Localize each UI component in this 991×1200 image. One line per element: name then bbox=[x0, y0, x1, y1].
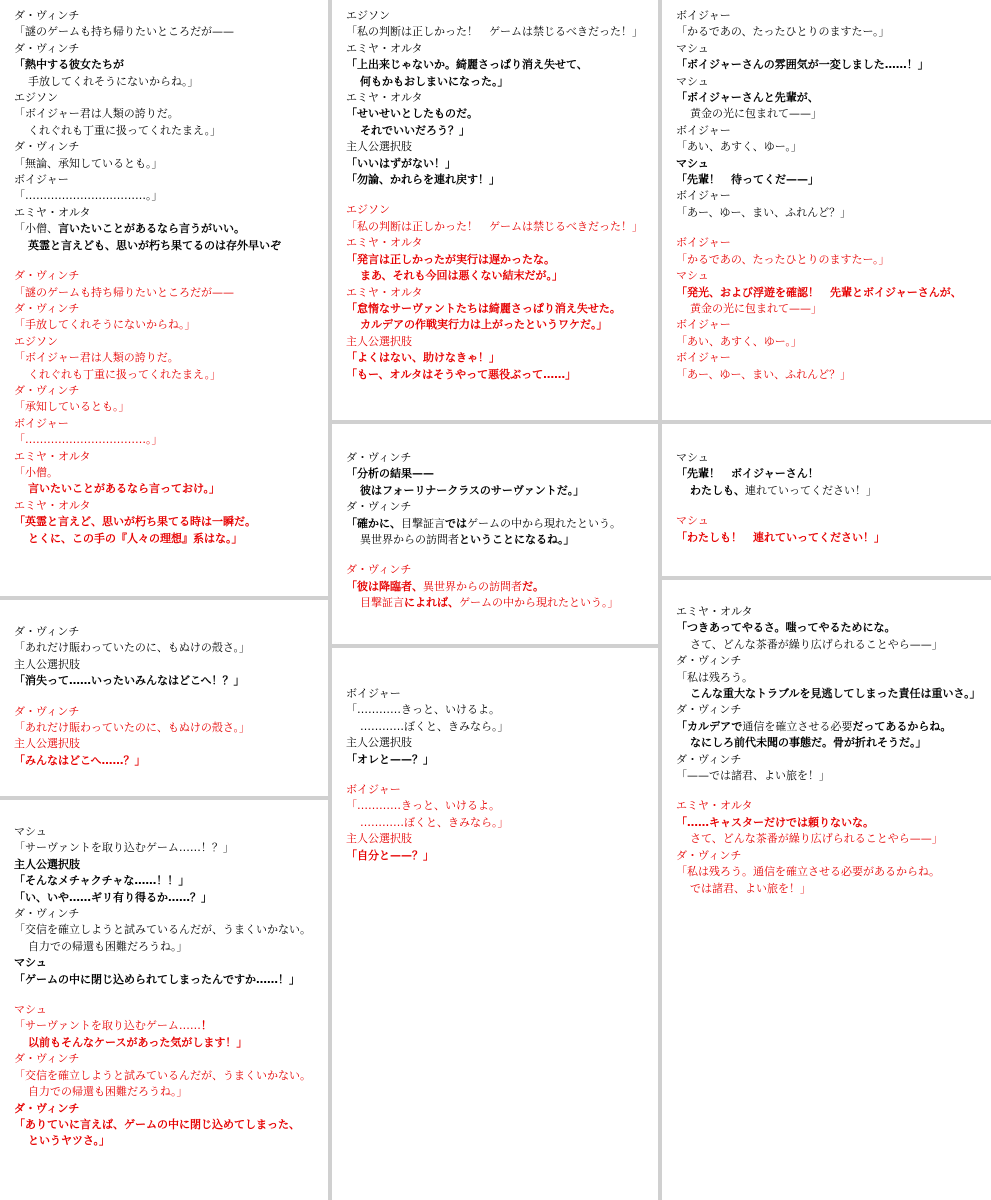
dialogue-line: 主人公選択肢 bbox=[14, 657, 80, 671]
dialogue-segment: 「サーヴァントを取り込むゲーム…… bbox=[14, 1019, 201, 1033]
dialogue-segment: 異世界からの訪問者 bbox=[423, 579, 522, 593]
dialogue-line: 主人公選択肢 bbox=[346, 140, 412, 154]
dialogue-line: マシュ bbox=[676, 269, 709, 283]
dialogue-line: 主人公選択肢 bbox=[14, 857, 80, 871]
dialogue-line: ボイジャー bbox=[676, 9, 731, 22]
block-gap bbox=[346, 768, 658, 782]
dialogue-line: 「あい、あすく、ゆー。」 bbox=[676, 334, 802, 348]
dialogue-line: 黄金の光に包まれて——」 bbox=[690, 107, 822, 121]
dialogue-line: エミヤ・オルタ bbox=[346, 41, 423, 55]
dialogue-segment: 異世界からの訪問者 bbox=[360, 533, 459, 547]
block-gap bbox=[14, 988, 328, 1002]
dialogue-line bbox=[346, 579, 658, 595]
dialogue-segment: だ。 bbox=[522, 579, 544, 593]
dialogue-line: 主人公選択肢 bbox=[346, 736, 412, 750]
revised-dialogue-block bbox=[14, 704, 328, 770]
dialogue-line: ボイジャー bbox=[676, 351, 731, 365]
original-dialogue-block bbox=[676, 450, 991, 499]
dialogue-segment: では bbox=[445, 516, 467, 530]
dialogue-line: 「あい、あすく、ゆー。」 bbox=[676, 140, 802, 154]
dialogue-line: エジソン bbox=[346, 203, 390, 217]
dialogue-line: 「小僧。 bbox=[14, 465, 58, 479]
dialogue-line bbox=[676, 483, 991, 499]
dialogue-line: 「謎のゲームも持ち帰りたいところだが—— bbox=[14, 25, 234, 39]
dialogue-line: 「私の判断は正しかった！ ゲームは禁じるべきだった！」 bbox=[346, 25, 643, 39]
block-gap bbox=[676, 221, 991, 235]
dialogue-panel-3 bbox=[0, 800, 328, 1200]
dialogue-line: 「手放してくれそうにないからね。」 bbox=[14, 318, 196, 332]
dialogue-line: エジソン bbox=[346, 9, 390, 22]
dialogue-line: ダ・ヴィンチ bbox=[14, 704, 80, 718]
dialogue-line: ボイジャー bbox=[14, 173, 69, 187]
dialogue-line: 「勿論、かれらを連れ戻す！」 bbox=[346, 173, 500, 187]
revised-dialogue-block bbox=[346, 202, 658, 382]
dialogue-line: ダ・ヴィンチ bbox=[14, 301, 80, 315]
block-gap bbox=[346, 548, 658, 562]
original-dialogue-block bbox=[14, 824, 328, 988]
dialogue-line: 「承知しているとも。」 bbox=[14, 400, 130, 414]
dialogue-line: エジソン bbox=[14, 334, 58, 348]
dialogue-line: マシュ bbox=[676, 451, 709, 464]
dialogue-line: ダ・ヴィンチ bbox=[14, 41, 80, 55]
dialogue-line: 「交信を確立しようと試みているんだが、うまくいかない。 bbox=[14, 1068, 311, 1082]
dialogue-line: 「……キャスターだけでは頼りないな。 bbox=[676, 815, 874, 829]
dialogue-line: 「ボイジャー君は人類の誇りだ。 bbox=[14, 351, 179, 365]
dialogue-line: ボイジャー bbox=[676, 123, 731, 137]
dialogue-line: 「……………………………。」 bbox=[14, 433, 163, 447]
dialogue-line: 自力での帰還も困難だろうね。」 bbox=[28, 939, 188, 953]
dialogue-line: 「先輩！ ボイジャーさん！ bbox=[676, 467, 819, 481]
dialogue-panel-8 bbox=[662, 424, 991, 576]
dialogue-line: ダ・ヴィンチ bbox=[676, 848, 742, 862]
dialogue-line: 「——では諸君、よい旅を！」 bbox=[676, 769, 830, 783]
dialogue-line: マシュ bbox=[14, 1003, 47, 1017]
block-gap bbox=[676, 499, 991, 513]
dialogue-line: 「よくはない、助けなきゃ！」 bbox=[346, 351, 500, 365]
dialogue-line: とくに、この手の『人々の理想』系はな。」 bbox=[28, 531, 243, 545]
dialogue-line: さて、どんな茶番が繰り広げられることやら——」 bbox=[690, 832, 943, 846]
dialogue-line: …………ぼくと、きみなら。」 bbox=[360, 815, 509, 829]
dialogue-panel-6 bbox=[332, 648, 658, 1200]
dialogue-line: マシュ bbox=[676, 74, 709, 88]
dialogue-line: エミヤ・オルタ bbox=[346, 285, 423, 299]
dialogue-line: ボイジャー bbox=[346, 783, 401, 797]
dialogue-line: では諸君、よい旅を！」 bbox=[690, 881, 811, 895]
dialogue-segment: ゲームの中から現れたという。」 bbox=[459, 596, 619, 610]
dialogue-line: 「あー、ゆー、まい、ふれんど？」 bbox=[676, 367, 852, 381]
dialogue-line: ダ・ヴィンチ bbox=[346, 500, 412, 514]
revised-dialogue-block bbox=[14, 268, 328, 547]
dialogue-line: エミヤ・オルタ bbox=[676, 799, 753, 813]
dialogue-line: エミヤ・オルタ bbox=[14, 205, 91, 219]
dialogue-line: ダ・ヴィンチ bbox=[14, 1101, 80, 1115]
dialogue-line: 「せいせいとしたものだ。 bbox=[346, 107, 478, 121]
block-gap bbox=[14, 690, 328, 704]
dialogue-line: ダ・ヴィンチ bbox=[676, 703, 742, 717]
dialogue-line: カルデアの作戦実行力は上がったというワケだ。」 bbox=[360, 318, 608, 332]
dialogue-line: 彼はフォーリナークラスのサーヴァントだ。」 bbox=[360, 483, 585, 497]
dialogue-line: 「分析の結果—— bbox=[346, 467, 434, 481]
dialogue-line: マシュ bbox=[676, 41, 709, 55]
dialogue-panel-5 bbox=[332, 424, 658, 644]
revised-dialogue-block bbox=[676, 235, 991, 383]
dialogue-line bbox=[346, 532, 658, 548]
dialogue-line bbox=[346, 595, 658, 611]
dialogue-line: 「つきあってやるさ。嗤ってやるためにな。 bbox=[676, 621, 896, 635]
dialogue-segment: 「カルデアで bbox=[676, 719, 743, 733]
revised-dialogue-block bbox=[346, 782, 658, 864]
dialogue-line: 「無論、承知しているとも。」 bbox=[14, 156, 163, 170]
dialogue-line: マシュ bbox=[14, 825, 47, 838]
dialogue-line: 「私は残ろう。 bbox=[676, 670, 753, 684]
dialogue-line: まあ、それも今回は悪くない結末だが。」 bbox=[360, 269, 564, 283]
dialogue-line: エジソン bbox=[14, 91, 58, 105]
dialogue-line: エミヤ・オルタ bbox=[14, 498, 91, 512]
dialogue-line: 英霊と言えども、思いが朽ち果てるのは存外早いぞ bbox=[28, 238, 281, 252]
dialogue-line: 「あれだけ賑わっていたのに、もぬけの殻さ。」 bbox=[14, 721, 250, 735]
dialogue-line: 「消失って……いったいみんなはどこへ！？」 bbox=[14, 674, 245, 688]
original-dialogue-block bbox=[676, 8, 991, 221]
original-dialogue-block bbox=[14, 624, 328, 690]
dialogue-line bbox=[346, 516, 658, 532]
dialogue-line: 「先輩！ 待ってくだ——」 bbox=[676, 173, 819, 187]
dialogue-line: こんな重大なトラブルを見逃してしまった責任は重いさ。」 bbox=[690, 687, 981, 701]
dialogue-line: マシュ bbox=[676, 514, 709, 528]
dialogue-line: さて、どんな茶番が繰り広げられることやら——」 bbox=[690, 637, 943, 651]
dialogue-panel-2 bbox=[0, 600, 328, 796]
dialogue-panel-1 bbox=[0, 0, 328, 596]
dialogue-line: 「怠惰なサーヴァントたちは綺麗さっぱり消え失せた。 bbox=[346, 301, 621, 315]
dialogue-line: 主人公選択肢 bbox=[346, 832, 412, 846]
dialogue-line: 「上出来じゃないか。綺麗さっぱり消え失せて、 bbox=[346, 58, 588, 72]
dialogue-line: エミヤ・オルタ bbox=[14, 449, 91, 463]
original-dialogue-block bbox=[676, 604, 991, 784]
dialogue-line: 「ありていに言えば、ゲームの中に閉じ込めてしまった、 bbox=[14, 1117, 300, 1131]
revised-dialogue-block bbox=[346, 562, 658, 611]
dialogue-line: 以前もそんなケースがあった気がします！」 bbox=[28, 1035, 248, 1049]
dialogue-line: マシュ bbox=[14, 956, 47, 970]
dialogue-line: 「…………きっと、いけるよ。 bbox=[346, 799, 500, 813]
dialogue-line: 「みんなはどこへ……？」 bbox=[14, 753, 146, 767]
dialogue-line: 黄金の光に包まれて——」 bbox=[690, 301, 822, 315]
dialogue-line: 「ボイジャーさんと先輩が、 bbox=[676, 91, 819, 105]
dialogue-line: 「……………………………。」 bbox=[14, 189, 163, 203]
dialogue-line: ダ・ヴィンチ bbox=[14, 383, 80, 397]
dialogue-line: 「わたしも！ 連れていってください！」 bbox=[676, 530, 885, 544]
block-gap bbox=[676, 784, 991, 798]
dialogue-line: ダ・ヴィンチ bbox=[14, 140, 80, 154]
dialogue-line: ボイジャー bbox=[14, 416, 69, 430]
dialogue-line: ダ・ヴィンチ bbox=[14, 625, 80, 638]
dialogue-segment: 言いたいことがあるなら言うがいい。 bbox=[58, 222, 245, 236]
dialogue-line: 主人公選択肢 bbox=[14, 737, 80, 751]
dialogue-line: 「オレと——？」 bbox=[346, 752, 434, 766]
dialogue-segment: 目撃証言 bbox=[360, 596, 404, 610]
dialogue-line: 「熱中する彼女たちが bbox=[14, 58, 124, 72]
dialogue-line: 「ボイジャーさんの雰囲気が一変しました……！」 bbox=[676, 58, 929, 72]
dialogue-line: ボイジャー bbox=[676, 236, 731, 250]
dialogue-line bbox=[676, 719, 991, 735]
dialogue-line: それでいいだろう？」 bbox=[360, 123, 470, 137]
dialogue-line: 「…………きっと、いけるよ。 bbox=[346, 703, 500, 717]
dialogue-line: 主人公選択肢 bbox=[346, 334, 412, 348]
dialogue-line: 「発光、および浮遊を確認！ 先輩とボイジャーさんが、 bbox=[676, 285, 962, 299]
dialogue-line: ダ・ヴィンチ bbox=[14, 907, 80, 921]
dialogue-line: 「英霊と言えど、思いが朽ち果てる時は一瞬だ。 bbox=[14, 515, 256, 529]
revised-dialogue-block bbox=[14, 1002, 328, 1150]
dialogue-line: 「あー、ゆー、まい、ふれんど？」 bbox=[676, 205, 852, 219]
dialogue-line: ボイジャー bbox=[676, 318, 731, 332]
block-gap bbox=[14, 254, 328, 268]
dialogue-line: ボイジャー bbox=[676, 189, 731, 203]
dialogue-segment: ！ bbox=[200, 1019, 212, 1033]
dialogue-line: というヤツさ。」 bbox=[28, 1134, 111, 1148]
dialogue-line bbox=[14, 1018, 328, 1034]
dialogue-line: ダ・ヴィンチ bbox=[676, 752, 742, 766]
dialogue-line: 「かるであの、たったひとりのますたー。」 bbox=[676, 252, 890, 266]
dialogue-panel-4 bbox=[332, 0, 658, 420]
dialogue-segment: わたしも、 bbox=[690, 483, 745, 497]
dialogue-line: くれぐれも丁重に扱ってくれたまえ。」 bbox=[28, 123, 222, 137]
dialogue-panel-9 bbox=[662, 580, 991, 1200]
dialogue-line: エミヤ・オルタ bbox=[346, 91, 423, 105]
dialogue-segment: 「小僧、 bbox=[14, 222, 58, 236]
dialogue-segment: 「確かに、 bbox=[346, 516, 401, 530]
dialogue-line: ダ・ヴィンチ bbox=[346, 563, 412, 577]
dialogue-line: エミヤ・オルタ bbox=[676, 605, 753, 618]
dialogue-segment: によれば、 bbox=[404, 596, 459, 610]
dialogue-line: ダ・ヴィンチ bbox=[346, 451, 412, 464]
dialogue-line: 「もー、オルタはそうやって悪役ぶって……」 bbox=[346, 367, 577, 381]
dialogue-line: 「私の判断は正しかった！ ゲームは禁じるべきだった！」 bbox=[346, 219, 643, 233]
dialogue-line: なにしろ前代未聞の事態だ。骨が折れそうだ。」 bbox=[690, 736, 927, 750]
dialogue-segment: ということになるね。」 bbox=[459, 533, 575, 547]
dialogue-line: 「あれだけ賑わっていたのに、もぬけの殻さ。」 bbox=[14, 641, 250, 655]
dialogue-segment: 連れていってください！」 bbox=[745, 483, 877, 497]
dialogue-line: 「謎のゲームも持ち帰りたいところだが—— bbox=[14, 285, 234, 299]
dialogue-segment: 通信を確立させる必要 bbox=[742, 719, 853, 733]
dialogue-line: 何もかもおしまいになった。」 bbox=[360, 74, 509, 88]
dialogue-line: 「ボイジャー君は人類の誇りだ。 bbox=[14, 107, 179, 121]
dialogue-line: 「私は残ろう。通信を確立させる必要があるからね。 bbox=[676, 865, 940, 879]
dialogue-line: 「交信を確立しようと試みているんだが、うまくいかない。 bbox=[14, 923, 311, 937]
dialogue-line: くれぐれも丁重に扱ってくれたまえ。」 bbox=[28, 367, 222, 381]
original-dialogue-block bbox=[346, 8, 658, 188]
original-dialogue-block bbox=[346, 686, 658, 768]
dialogue-line: …………ぼくと、きみなら。」 bbox=[360, 719, 509, 733]
dialogue-line: ボイジャー bbox=[346, 687, 401, 700]
revised-dialogue-block bbox=[676, 798, 991, 896]
original-dialogue-block bbox=[346, 450, 658, 548]
dialogue-line: ダ・ヴィンチ bbox=[14, 1052, 80, 1066]
dialogue-line: 言いたいことがあるなら言っておけ。」 bbox=[28, 482, 221, 496]
dialogue-line: エミヤ・オルタ bbox=[346, 236, 423, 250]
dialogue-line: 手放してくれそうにないからね。」 bbox=[28, 74, 199, 88]
dialogue-line: ダ・ヴィンチ bbox=[14, 9, 80, 22]
dialogue-line: 「かるであの、たったひとりのますたー。」 bbox=[676, 25, 890, 39]
dialogue-segment: 「彼は降臨者、 bbox=[346, 579, 423, 593]
original-dialogue-block bbox=[14, 8, 328, 254]
dialogue-line: 「ゲームの中に閉じ込められてしまったんですか……！」 bbox=[14, 972, 300, 986]
dialogue-line: マシュ bbox=[676, 156, 709, 170]
dialogue-line: 「発言は正しかったが実行は遅かったな。 bbox=[346, 252, 555, 266]
dialogue-line: ダ・ヴィンチ bbox=[14, 269, 80, 283]
dialogue-segment: だってあるからね。 bbox=[852, 719, 952, 733]
dialogue-line: 「自分と——？」 bbox=[346, 848, 434, 862]
dialogue-line bbox=[14, 221, 328, 237]
dialogue-line: 「い、いや……ギリ有り得るか……？」 bbox=[14, 890, 212, 904]
dialogue-panel-7 bbox=[662, 0, 991, 420]
dialogue-line: 自力での帰還も困難だろうね。」 bbox=[28, 1085, 188, 1099]
dialogue-line: 「そんなメチャクチャな……！！」 bbox=[14, 874, 190, 888]
block-gap bbox=[346, 188, 658, 202]
revised-dialogue-block bbox=[676, 513, 991, 546]
dialogue-segment: 目撃証言 bbox=[401, 516, 445, 530]
dialogue-line: 「サーヴァントを取り込むゲーム……！？」 bbox=[14, 841, 234, 855]
dialogue-line: ダ・ヴィンチ bbox=[676, 654, 742, 668]
dialogue-segment: ゲームの中から現れたという。 bbox=[467, 516, 621, 530]
dialogue-line: 「いいはずがない！」 bbox=[346, 156, 456, 170]
